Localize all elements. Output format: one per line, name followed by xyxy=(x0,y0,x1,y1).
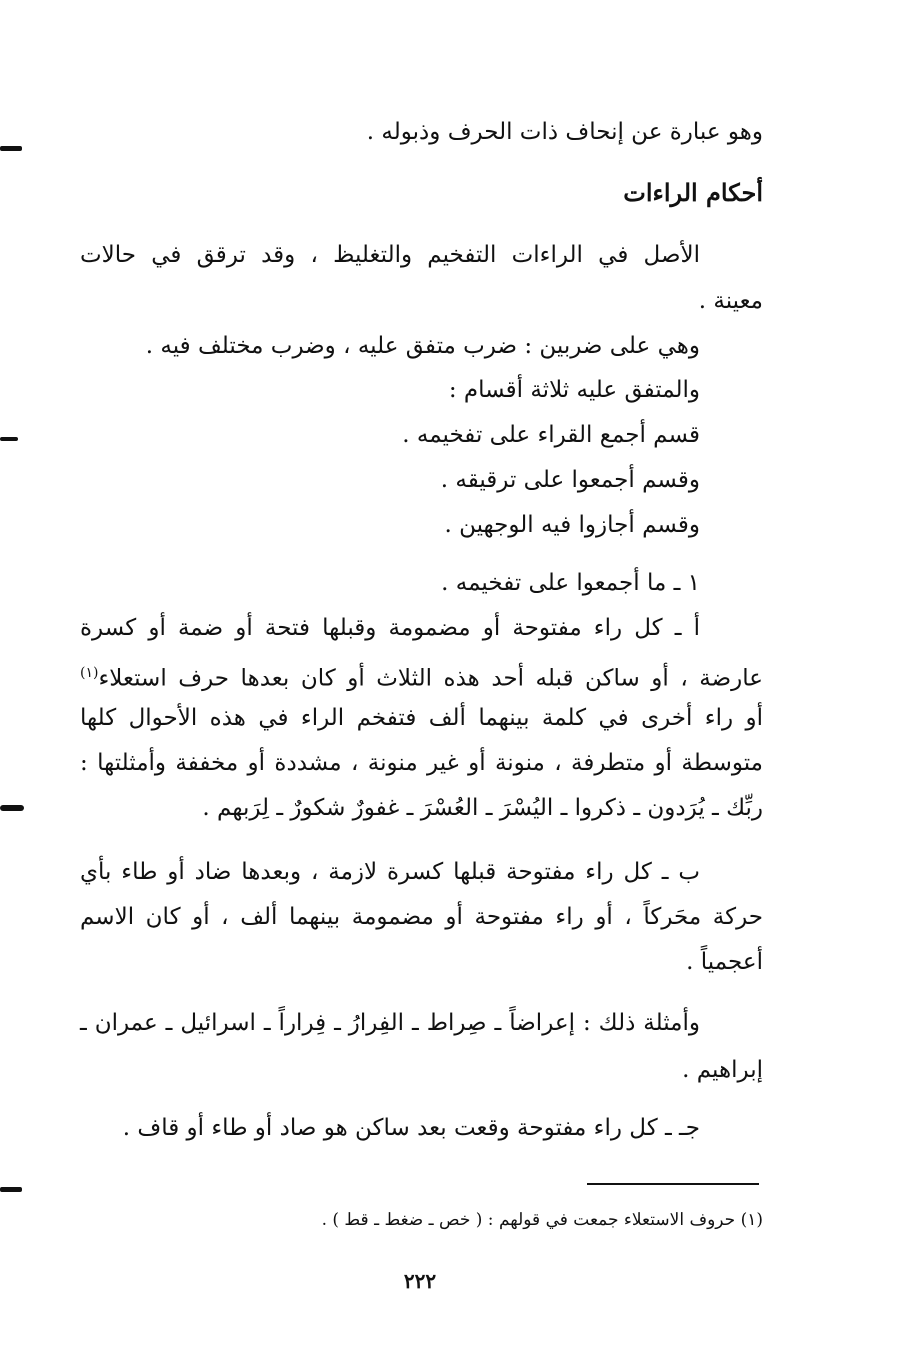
text-line: معينة . xyxy=(698,288,763,314)
text-line xyxy=(80,658,763,694)
text-line: أعجمياً . xyxy=(686,949,763,975)
text-line: قسم أجمع القراء على تفخيمه . xyxy=(402,422,700,448)
text-line: وهو عبارة عن إنحاف ذات الحرف وذبوله . xyxy=(366,119,763,145)
text-line: ربِّك ـ يُرَدون ـ ذكروا ـ اليُسْرَ ـ العُسْرَ ـ غفورٌ شكورٌ ـ لِرَبهم . xyxy=(202,795,763,821)
text-line: الأصل في الراءات التفخيم والتغليظ ، وقد ترقق في حالات xyxy=(80,242,700,268)
text-span: عارضة ، أو ساكن قبله أحد هذه الثلاث أو كان بعدها حرف استعلاء xyxy=(98,665,763,692)
text-line: وأمثلة ذلك : إعراضاً ـ صِراط ـ الفِرارُ ـ فِراراً ـ اسرائيل ـ عمران ـ xyxy=(80,1010,700,1036)
section-heading: أحكام الراءات xyxy=(623,178,763,207)
text-line: أو راء أخرى في كلمة بينهما ألف فتفخم الراء في هذه الأحوال كلها xyxy=(80,705,763,731)
scan-mark xyxy=(0,805,24,811)
page-number: ٢٢٢ xyxy=(403,1269,437,1293)
text-line: متوسطة أو متطرفة ، منونة أو غير منونة ، مشددة أو مخففة وأمثلتها : xyxy=(80,750,763,776)
text-line: وهي على ضربين : ضرب متفق عليه ، وضرب مختلف فيه . xyxy=(145,333,700,359)
scan-mark xyxy=(0,1187,22,1192)
text-line: وقسم أجازوا فيه الوجهين . xyxy=(444,512,700,538)
footnote-reference: (١) xyxy=(80,665,99,681)
text-line: أ ـ كل راء مفتوحة أو مضمومة وقبلها فتحة أو ضمة أو كسرة xyxy=(80,615,700,641)
footnote-text: (١) حروف الاستعلاء جمعت في قولهم : ( خص ـ ضغط ـ قط ) . xyxy=(321,1210,763,1230)
text-line: ب ـ كل راء مفتوحة قبلها كسرة لازمة ، وبعدها ضاد أو طاء بأي xyxy=(80,859,700,885)
text-line: ١ ـ ما أجمعوا على تفخيمه . xyxy=(441,570,700,596)
text-line: وقسم أجمعوا على ترقيقه . xyxy=(440,467,700,493)
text-line: حركة محَركاً ، أو راء مفتوحة أو مضمومة بينهما ألف ، أو كان الاسم xyxy=(80,904,763,930)
footnote-divider xyxy=(587,1183,759,1185)
scan-mark xyxy=(0,146,22,151)
text-line: جـ ـ كل راء مفتوحة وقعت بعد ساكن هو صاد أو طاء أو قاف . xyxy=(122,1115,700,1141)
scan-mark xyxy=(0,437,18,441)
text-line: والمتفق عليه ثلاثة أقسام : xyxy=(448,377,700,403)
text-line: إبراهيم . xyxy=(682,1057,763,1083)
